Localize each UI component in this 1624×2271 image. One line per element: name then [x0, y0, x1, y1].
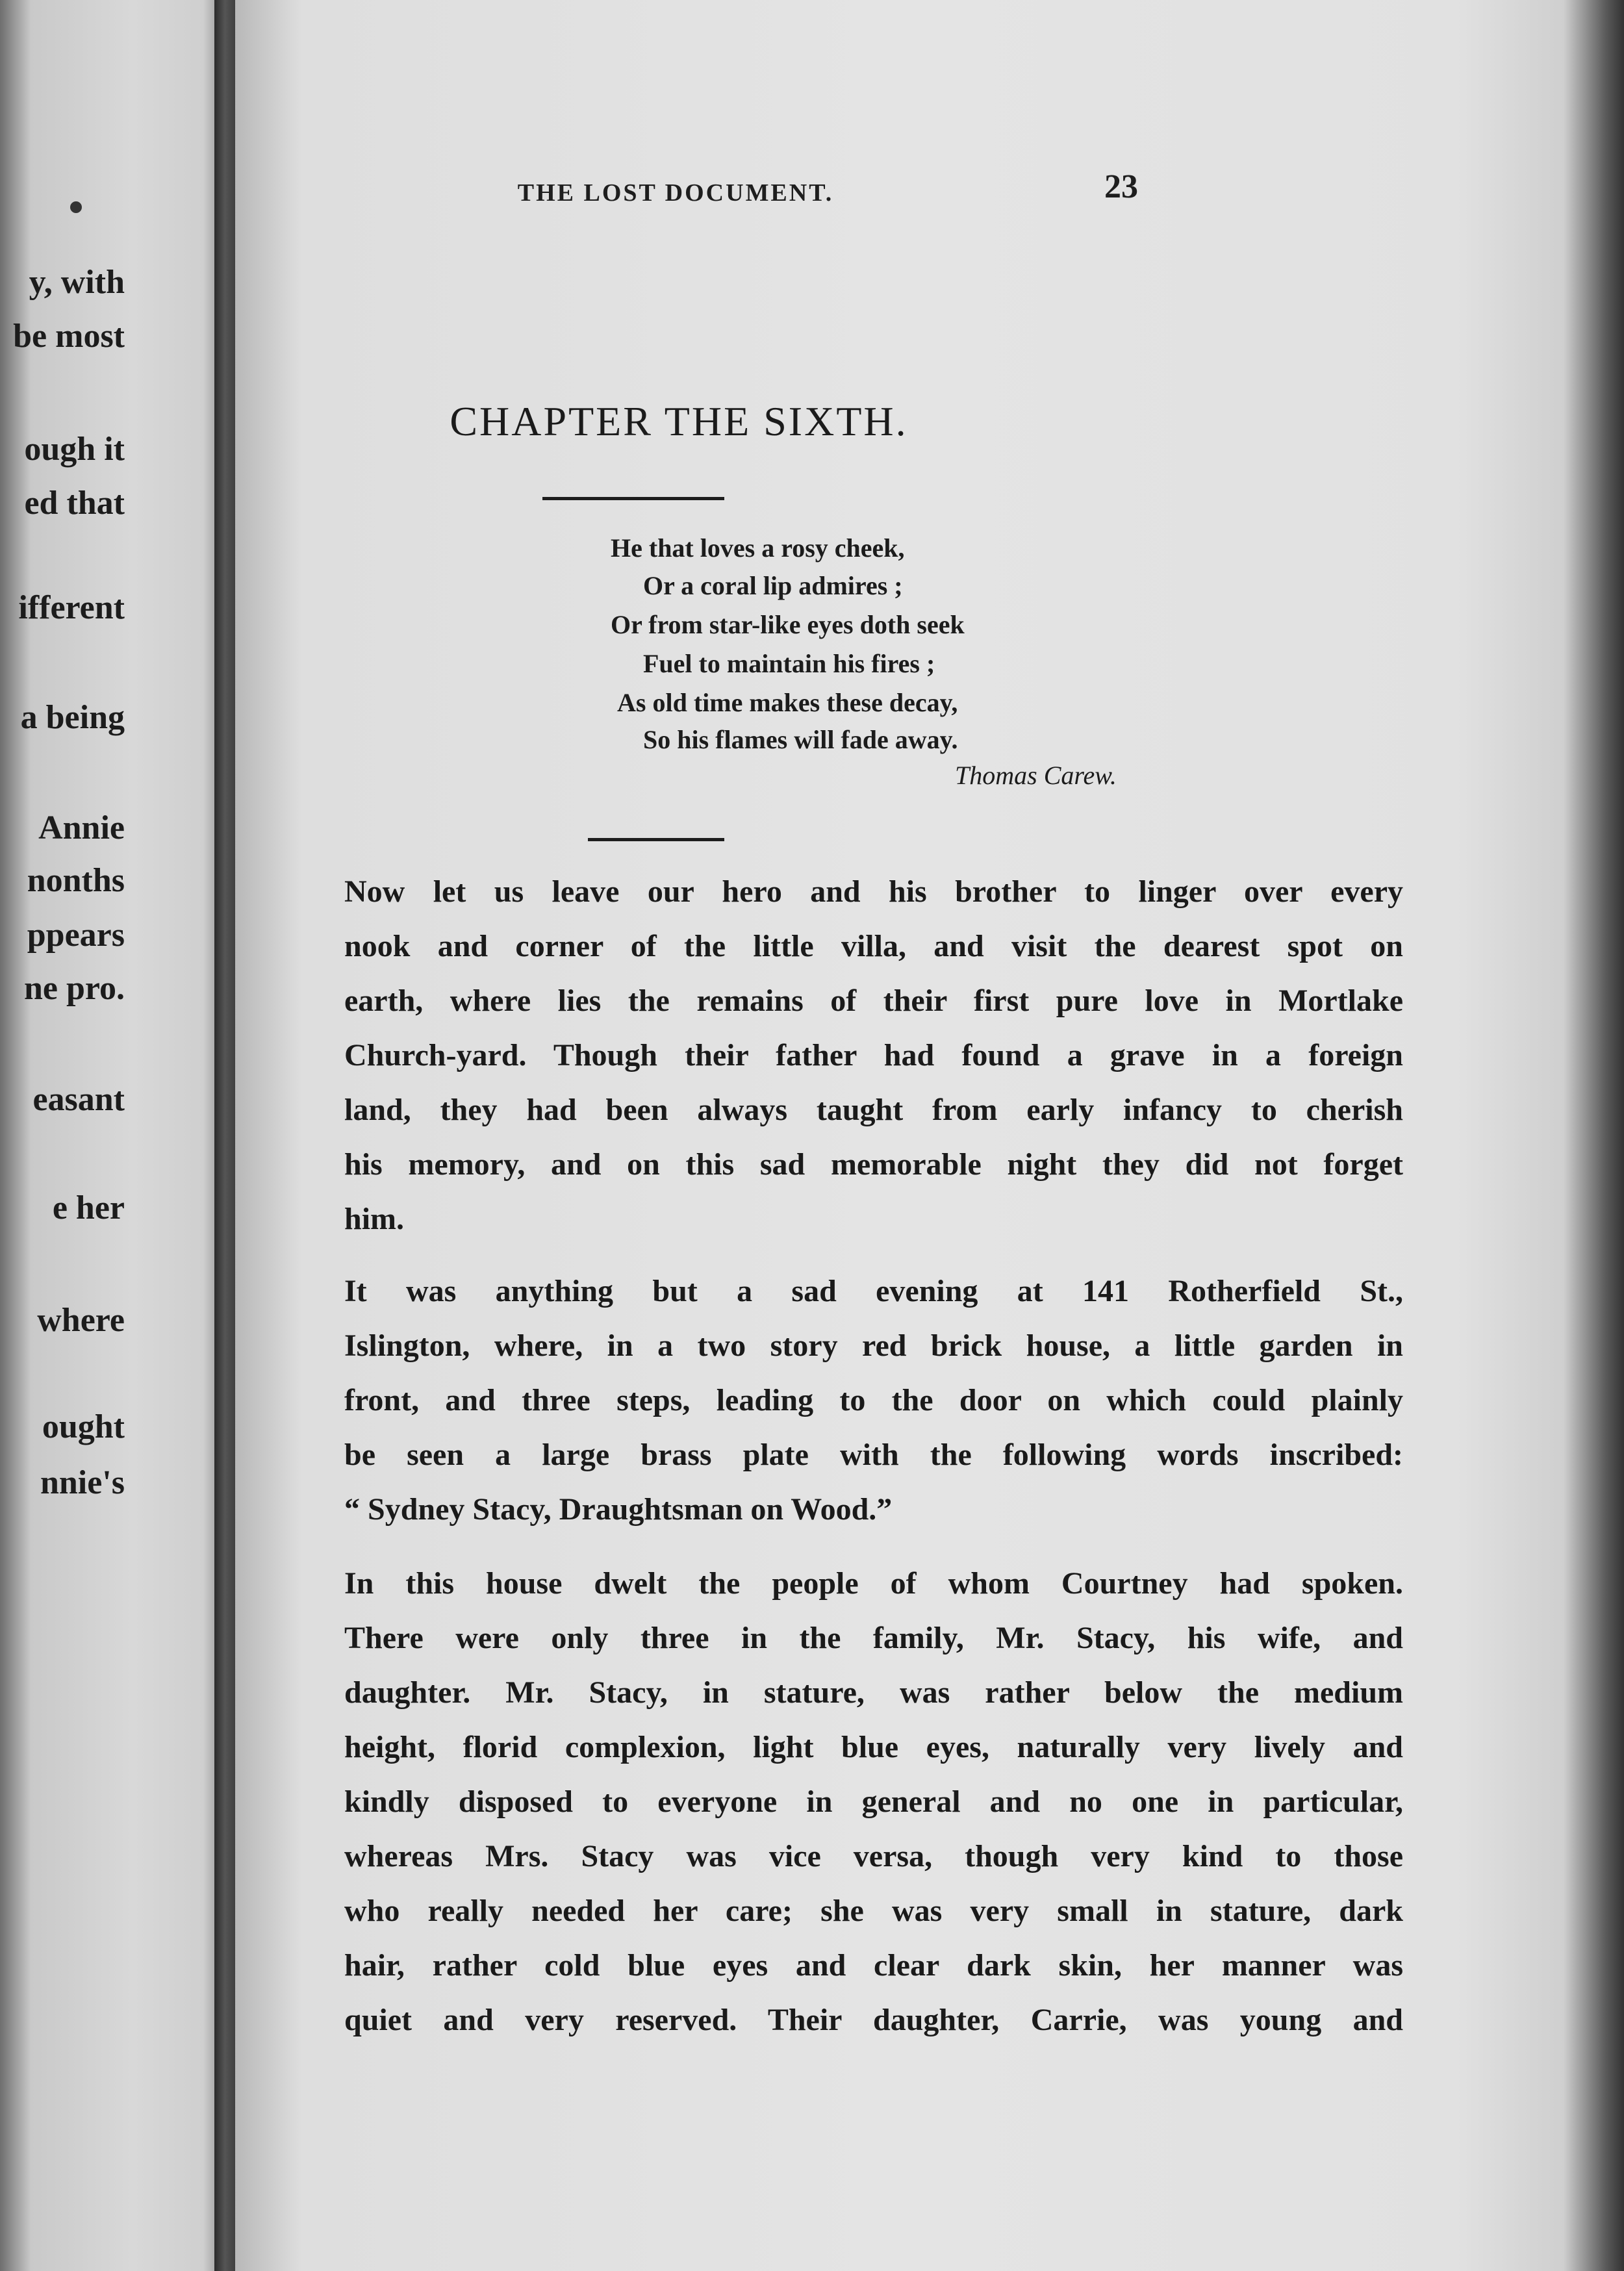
text-line: In this house dwelt the people of whom Courtney had spoken.: [344, 1566, 1403, 1601]
left-page-line: ought: [42, 1408, 125, 1445]
text-line: There were only three in the family, Mr. Stacy, his wife, and: [344, 1621, 1403, 1655]
page-edge: [1564, 0, 1624, 2271]
text-line: It was anything but a sad evening at 141 Rotherfield St.,: [344, 1274, 1403, 1308]
text-line: his memory, and on this sad memorable night they did not forget: [344, 1147, 1403, 1182]
left-facing-page: [0, 0, 221, 2271]
text-line: front, and three steps, leading to the door on which could plainly: [344, 1383, 1403, 1417]
poem-line: Or from star-like eyes doth seek: [611, 610, 965, 639]
divider-rule-top: [542, 497, 724, 500]
text-line: earth, where lies the remains of their first pure love in Mortlake: [344, 983, 1403, 1018]
left-page-line: ed that: [24, 485, 125, 522]
ink-speck: [70, 201, 82, 213]
poem-line: Fuel to maintain his fires ;: [643, 649, 935, 678]
left-page-line: nonths: [27, 862, 125, 899]
left-page-line: nnie's: [40, 1464, 125, 1501]
text-line: hair, rather cold blue eyes and clear dark skin, her manner was: [344, 1948, 1403, 1983]
left-page-line: e her: [52, 1189, 125, 1226]
left-page-line: Annie: [38, 809, 125, 846]
running-head: THE LOST DOCUMENT.: [517, 179, 834, 207]
text-line: nook and corner of the little villa, and visit the dearest spot on: [344, 929, 1403, 963]
text-line: be seen a large brass plate with the following words inscribed:: [344, 1438, 1403, 1472]
chapter-title: CHAPTER THE SIXTH.: [450, 398, 908, 444]
book-gutter: [214, 0, 238, 2271]
text-line: who really needed her care; she was very small in stature, dark: [344, 1894, 1403, 1928]
poem-line: As old time makes these decay,: [617, 688, 958, 717]
left-page-line: be most: [13, 318, 125, 355]
text-line: quiet and very reserved. Their daughter, Carrie, was young and: [344, 2003, 1403, 2037]
left-page-line: ne pro.: [23, 970, 125, 1007]
poem-line: So his flames will fade away.: [643, 725, 958, 754]
poem-line: He that loves a rosy cheek,: [611, 533, 905, 563]
left-page-line: ifferent: [18, 589, 125, 626]
text-line: height, florid complexion, light blue eyes, naturally very lively and: [344, 1730, 1403, 1764]
text-line: daughter. Mr. Stacy, in stature, was rather below the medium: [344, 1675, 1403, 1710]
divider-rule-bottom: [588, 838, 724, 841]
text-line: “ Sydney Stacy, Draughtsman on Wood.”: [344, 1492, 893, 1527]
page-number: 23: [1104, 168, 1138, 205]
text-line: land, they had been always taught from early infancy to cherish: [344, 1093, 1403, 1127]
text-line: whereas Mrs. Stacy was vice versa, though very kind to those: [344, 1839, 1403, 1873]
left-page-line: a being: [20, 699, 125, 736]
left-page-line: ough it: [24, 431, 125, 468]
left-page-line: ppears: [27, 917, 125, 954]
text-line: kindly disposed to everyone in general and no one in particular,: [344, 1784, 1403, 1819]
left-page-line: where: [37, 1302, 125, 1339]
left-page-line: easant: [32, 1081, 125, 1118]
text-line: Now let us leave our hero and his brother to linger over every: [344, 874, 1403, 909]
main-page: [235, 0, 1564, 2271]
left-page-line: y, with: [29, 264, 125, 301]
text-line: him.: [344, 1202, 405, 1236]
epigraph-attribution: Thomas Carew.: [955, 761, 1117, 790]
text-line: Church-yard. Though their father had found a grave in a foreign: [344, 1038, 1403, 1072]
poem-line: Or a coral lip admires ;: [643, 571, 903, 600]
text-line: Islington, where, in a two story red brick house, a little garden in: [344, 1328, 1403, 1363]
